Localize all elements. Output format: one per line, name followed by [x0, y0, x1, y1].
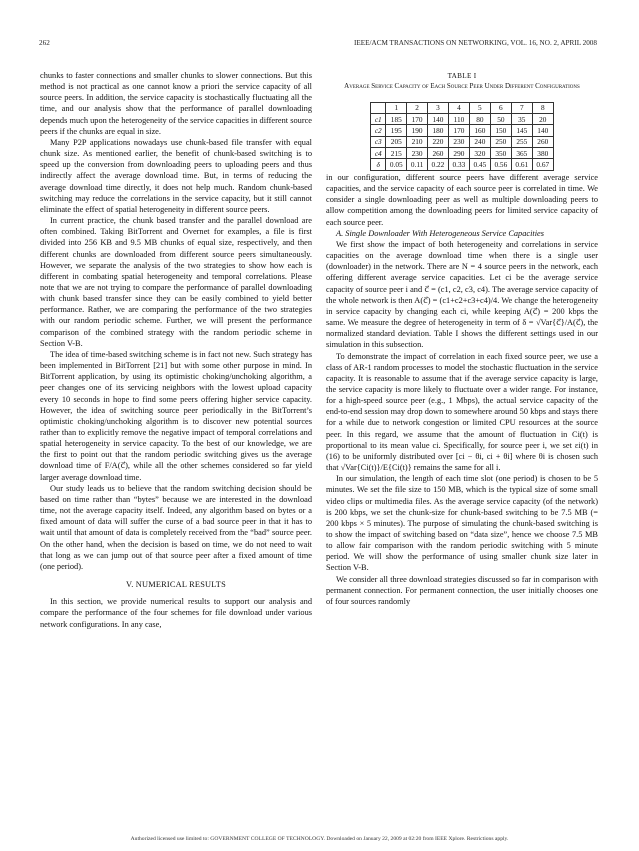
- table-cell: 160: [469, 125, 490, 136]
- section-title: V. NUMERICAL RESULTS: [126, 580, 226, 590]
- table-header-cell: 2: [407, 102, 428, 113]
- row-label: c1: [371, 113, 386, 124]
- table-cell: 145: [511, 125, 532, 136]
- table-header-cell: [371, 102, 386, 113]
- table-cell: 190: [407, 125, 428, 136]
- table-cell: 220: [427, 136, 448, 147]
- table-caption: Average Service Capacity of Each Source Peer Under Different Configurations: [344, 82, 580, 90]
- table-cell: 110: [448, 113, 469, 124]
- row-label: c2: [371, 125, 386, 136]
- page-number: 262: [39, 39, 50, 47]
- table-header-cell: 4: [448, 102, 469, 113]
- table-cell: 320: [469, 148, 490, 159]
- table-cell: 240: [469, 136, 490, 147]
- table-cell: 230: [448, 136, 469, 147]
- table-row: [371, 125, 554, 136]
- table-cell: 380: [532, 148, 553, 159]
- paragraph: In current practice, the chunk based transfer and the parallel download are often combined. Taking BitTorrent and Overnet for examples, a file is first divided into 256 KB and 9.5 MB chunks of equal size, respectively, and then different chunks are downloaded from different source peers simultaneously. However, we separate the analysis of the two strategies to show how each is different in combating spatial heterogeneity and temporal correlations. Please note that we are not trying to compare the performance of parallel downloading with chunk based transfer since they can be easily combined to yield better performance. Rather, we are comparing the performance of the two strategies with our random periodic scheme. Further, we will present the performance comparison of the combined strategy with the random periodic scheme in Section V-B.: [40, 216, 312, 348]
- paragraph: We consider all three download strategies discussed so far in comparison with permanent connection. For permanent connection, the user initially chooses one of four sources randomly: [326, 574, 598, 606]
- table-row: [371, 113, 554, 124]
- table-cell: 260: [427, 148, 448, 159]
- license-footer: Authorized licensed use limited to: GOVERNMENT COLLEGE OF TECHNOLOGY. Downloaded on January 22, 2009 at 02:20 from IEEE Xplore. Restrictions apply.: [130, 836, 509, 842]
- table-header-cell: 5: [469, 102, 490, 113]
- table-cell: 205: [386, 136, 407, 147]
- table-header-row: [371, 102, 554, 113]
- table-cell: 290: [448, 148, 469, 159]
- table-cell: 35: [511, 113, 532, 124]
- table-cell: 0.11: [407, 159, 428, 170]
- table-cell: 180: [427, 125, 448, 136]
- table-cell: 140: [532, 125, 553, 136]
- table-cell: 250: [490, 136, 511, 147]
- table-row: [371, 136, 554, 147]
- paragraph: Many P2P applications nowadays use chunk-based file transfer with equal chunk size. As mentioned earlier, the benefit of chunk-based switching is to speed up the conversion from downloading peers to uploading peers and thus indirectly affect the average download time. But, in terms of reducing the average download time directly, it does not help much. Random chunk-based switching may reduce the correlations in the service capacity, but it still cannot eliminate the effect of spatial heterogeneity in different source peers.: [40, 137, 312, 214]
- table-block: [326, 72, 598, 171]
- running-title: IEEE/ACM TRANSACTIONS ON NETWORKING, VOL. 16, NO. 2, APRIL 2008: [353, 39, 597, 47]
- subsection-title: A. Single Downloader With Heterogeneous Service Capacities: [336, 228, 545, 238]
- table-cell: 0.56: [490, 159, 511, 170]
- table-cell: 170: [407, 113, 428, 124]
- table-row: [371, 148, 554, 159]
- table-cell: 365: [511, 148, 532, 159]
- table-cell: 210: [407, 136, 428, 147]
- paragraph: We first show the impact of both heterogeneity and correlations in service capacities on the average download time when there is a single user (downloader) in the network. There are N = 4 source peers in the network, each offering different average service capacities. Let ci be the average service capacity of source peer i and c⃗ = (c1, c2, c3, c4). The average service capacity of the whole network is then A(c⃗) = (c1+c2+c3+c4)/4. We change the heterogeneity in service capacity by changing each ci, while keeping A(c⃗) = 200 kbps the same. We measure the degree of heterogeneity in term of δ = √Var{c⃗}/A(c⃗), the normalized standard deviation. Table I shows the different settings used in our simulation in this subsection.: [326, 239, 598, 350]
- table-cell: 0.67: [532, 159, 553, 170]
- paragraph: The idea of time-based switching scheme is in fact not new. Such strategy has been implemented in BitTorrent [21] but with some other purpose in mind. In BitTorrent application, by using its optimistic choking/unchoking algorithm, a peer changes one of its servicing neighbors with the lowest upload capacity every 10 seconds in hope to find some peers offering higher service capacity. However, the idea of switching source peer periodically in the BitTorrent’s optimistic choking/unchoking algorithm is to discover new potential sources rather than to explicitly remove the negative impact of temporal correlations and spatial heterogeneity in service capacity. To the best of our knowledge, we are the first to point out that the random periodic switching gives us the average download time of F/A(c⃗), while all the other schemes considered so far yield larger average download time.: [40, 349, 312, 482]
- paragraph: chunks to faster connections and smaller chunks to slower connections. But this method is not practical as one cannot know a priori the service capacity of all source peers. In addition, the service capacity is stochastically fluctuating all the time, and our analysis show that the performance of parallel downloading depends much upon the heterogeneity of the service capacities in different source peers if the chunks are equal in size.: [40, 71, 312, 136]
- table-header-cell: 1: [386, 102, 407, 113]
- row-label: c4: [371, 148, 386, 159]
- table-cell: 215: [386, 148, 407, 159]
- table-cell: 0.05: [386, 159, 407, 170]
- paragraph: In our simulation, the length of each time slot (one period) is chosen to be 5 minutes. We set the file size to 150 MB, which is the typical size of some small video clips or multimedia files. As the average service capacity (of the network) is 200 kbps, we set the chunk-size for chunk-based switching to be 7.5 MB (= 200 kbps × 5 minutes). The purpose of simulating the chunk-based switching is to show the impact of switching based on “data size”, hence we choose 7.5 MB to allow fair comparison with the random periodic switching with 5 minute period. We will show the performance of using smaller chunk size later in Section V-B.: [326, 474, 598, 573]
- table-cell: 170: [448, 125, 469, 136]
- table-cell: 185: [386, 113, 407, 124]
- paragraph: In this section, we provide numerical results to support our analysis and compare the performance of the four schemes for file download under various network configurations. In any case,: [40, 597, 312, 629]
- table-cell: 195: [386, 125, 407, 136]
- paragraph: in our configuration, different source peers have different average service capacities, and the service capacity of each source peer is correlated in time. We consider a single downloading peer as well as multiple downloading peers to allow competition among the downloading peers for limited service capacity of each source peer.: [326, 173, 598, 227]
- paragraph: Our study leads us to believe that the random switching decision should be based on time rather than “bytes” because we are interested in the download time, not the average capacity itself. Indeed, any algorithm based on bytes or a fixed amount of data will suffer the curse of a bad source peer in that it has to wait until that amount of data is completely received from the “bad” source peer. On the other hand, when the decision is based on time, we do not need to wait that long as we can jump out of that source peer after a fixed amount of time (one period).: [40, 483, 312, 571]
- table-cell: 20: [532, 113, 553, 124]
- table-header-cell: 7: [511, 102, 532, 113]
- left-column: [40, 70, 312, 630]
- table-label: TABLE I: [447, 72, 477, 80]
- capacity-table: [370, 102, 554, 171]
- table-cell: 0.33: [448, 159, 469, 170]
- table-cell: 50: [490, 113, 511, 124]
- table-cell: 140: [427, 113, 448, 124]
- table-cell: 260: [532, 136, 553, 147]
- table-header-cell: 3: [427, 102, 448, 113]
- right-column: [326, 172, 598, 607]
- table-cell: 0.45: [469, 159, 490, 170]
- table-header-cell: 8: [532, 102, 553, 113]
- table-cell: 80: [469, 113, 490, 124]
- table-cell: 230: [407, 148, 428, 159]
- table-cell: 0.61: [511, 159, 532, 170]
- table-cell: 255: [511, 136, 532, 147]
- table-cell: 0.22: [427, 159, 448, 170]
- row-label: δ: [371, 159, 386, 170]
- table-row: [371, 159, 554, 170]
- table-cell: 150: [490, 125, 511, 136]
- table-header-cell: 6: [490, 102, 511, 113]
- paragraph: To demonstrate the impact of correlation in each fixed source peer, we use a class of AR-1 random processes to model the stochastic fluctuation in the service capacity. It is reasonable to assume that if the average service capacity is large, the service capacity is more likely to fluctuate over a wider range. For instance, for a high-speed source peer (e.g., 1 Mbps), the actual service capacity of the end-to-end session may drop down to somewhere around 50 kbps and stays there for a while due to network congestion or limited CPU resources at the source peer. In this regard, we assume that the amount of fluctuation in Ci(t) is proportional to its mean value ci. Specifically, for source peer i, we set εi(t) in (16) to be uniformly distributed over [ci − θi, ci + θi] where θi is chosen such that √Var{Ci(t)}/E{Ci(t)} remains the same for all i.: [326, 351, 598, 473]
- row-label: c3: [371, 136, 386, 147]
- table-cell: 350: [490, 148, 511, 159]
